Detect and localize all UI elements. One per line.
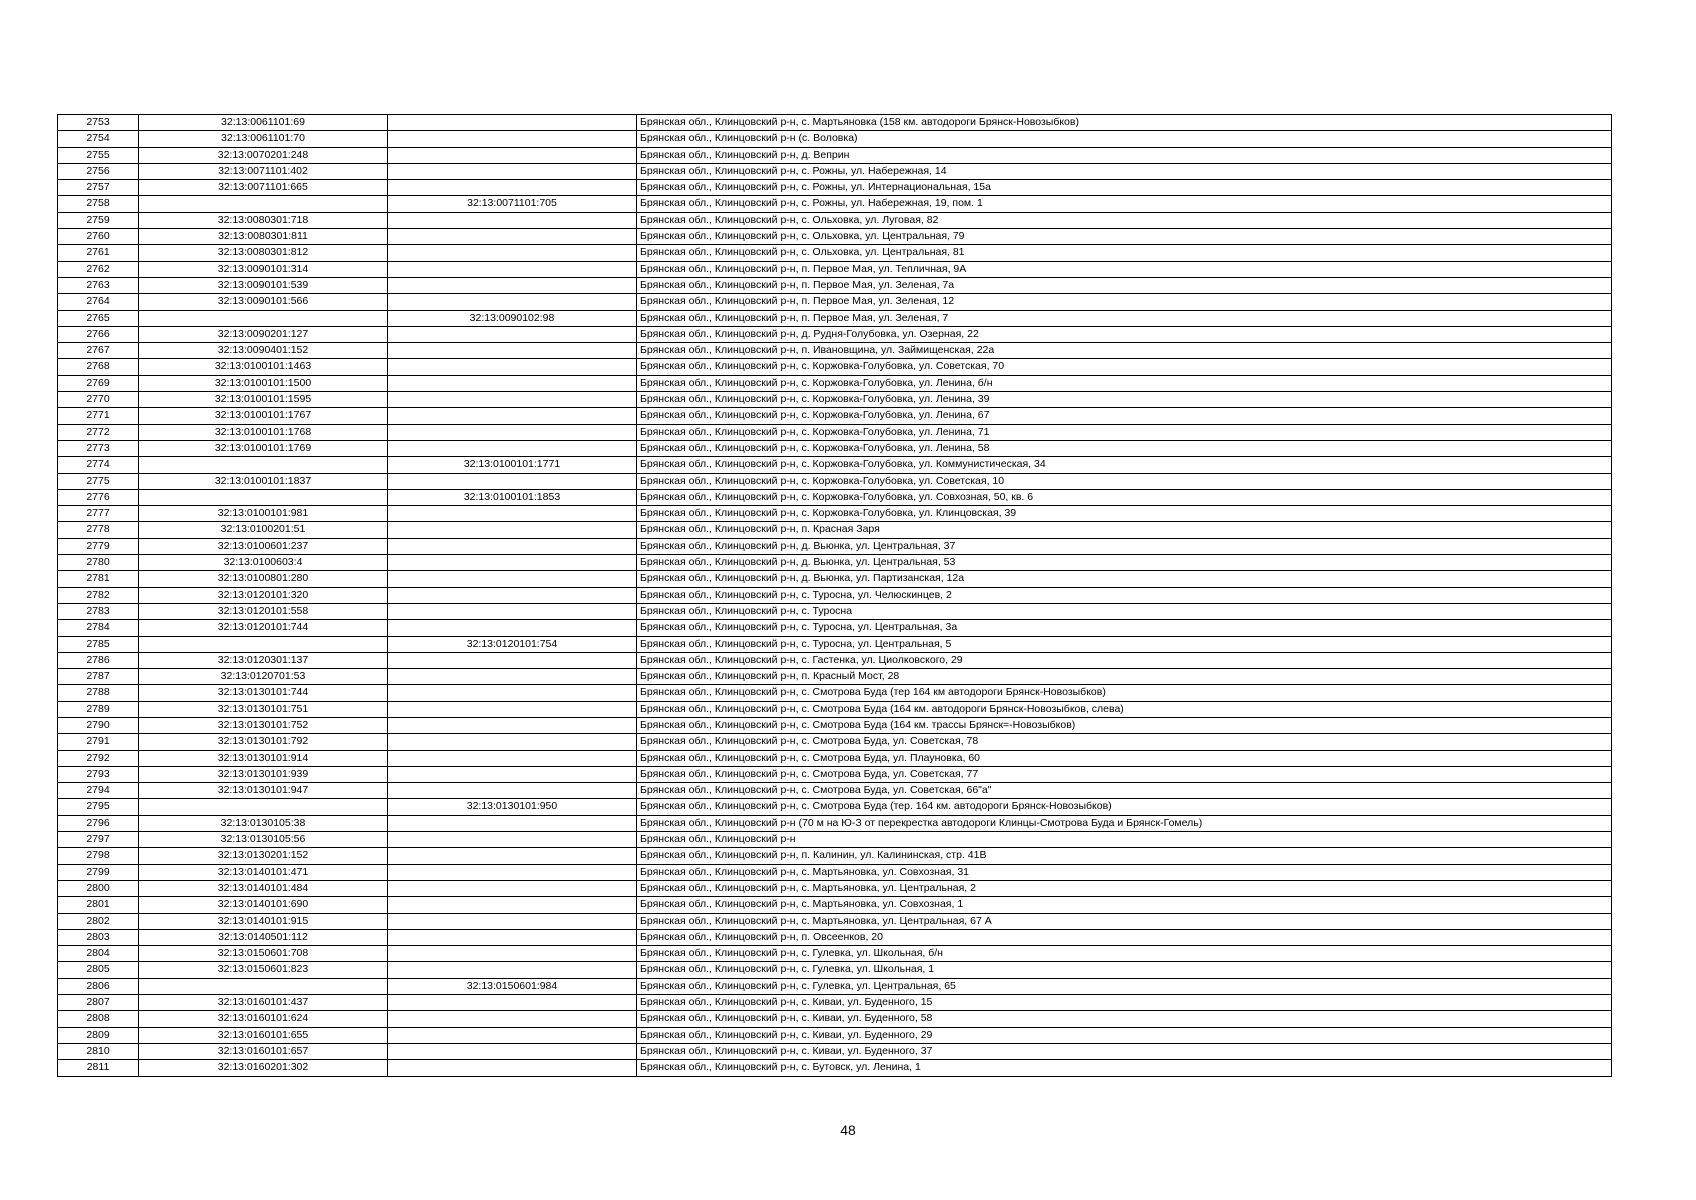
table-row xyxy=(58,115,1612,131)
cadastral-number-alt-cell xyxy=(388,1027,637,1043)
cadastral-number-alt-cell xyxy=(388,538,637,554)
cadastral-number-cell: 32:13:0160101:657 xyxy=(139,1043,388,1059)
row-number-cell: 2810 xyxy=(58,1043,139,1059)
address-cell: Брянская обл., Клинцовский р-н, с. Гулевка, ул. Школьная, б/н xyxy=(637,946,1612,962)
row-number-cell: 2804 xyxy=(58,946,139,962)
cadastral-number-cell: 32:13:0120101:744 xyxy=(139,620,388,636)
table-row xyxy=(58,766,1612,782)
address-cell: Брянская обл., Клинцовский р-н, с. Туросна, ул. Центральная, 3а xyxy=(637,620,1612,636)
cadastral-number-alt-cell xyxy=(388,995,637,1011)
row-number-cell: 2808 xyxy=(58,1011,139,1027)
address-cell: Брянская обл., Клинцовский р-н, с. Туросна, ул. Центральная, 5 xyxy=(637,636,1612,652)
cadastral-number-cell: 32:13:0090101:566 xyxy=(139,294,388,310)
cadastral-number-alt-cell xyxy=(388,1011,637,1027)
address-cell: Брянская обл., Клинцовский р-н, с. Киваи, ул. Буденного, 58 xyxy=(637,1011,1612,1027)
address-cell: Брянская обл., Клинцовский р-н, с. Смотрова Буда (тер. 164 км. автодороги Брянск-Новозыбков) xyxy=(637,799,1612,815)
address-cell: Брянская обл., Клинцовский р-н, с. Рожны, ул. Набережная, 19, пом. 1 xyxy=(637,196,1612,212)
address-cell: Брянская обл., Клинцовский р-н, с. Гулевка, ул. Школьная, 1 xyxy=(637,962,1612,978)
cadastral-number-cell: 32:13:0140101:471 xyxy=(139,864,388,880)
cadastral-number-alt-cell xyxy=(388,864,637,880)
address-cell: Брянская обл., Клинцовский р-н, с. Коржовка-Голубовка, ул. Ленина, 58 xyxy=(637,440,1612,456)
cadastral-number-cell: 32:13:0130101:939 xyxy=(139,766,388,782)
address-cell: Брянская обл., Клинцовский р-н, с. Смотрова Буда (тер 164 км автодороги Брянск-Новозыбков) xyxy=(637,685,1612,701)
cadastral-number-alt-cell xyxy=(388,929,637,945)
table-row xyxy=(58,1011,1612,1027)
cadastral-number-cell: 32:13:0071101:402 xyxy=(139,163,388,179)
address-cell: Брянская обл., Клинцовский р-н, с. Коржовка-Голубовка, ул. Советская, 70 xyxy=(637,359,1612,375)
row-number-cell: 2783 xyxy=(58,603,139,619)
cadastral-number-cell: 32:13:0130101:752 xyxy=(139,717,388,733)
address-cell: Брянская обл., Клинцовский р-н, с. Коржовка-Голубовка, ул. Ленина, б/н xyxy=(637,375,1612,391)
address-cell: Брянская обл., Клинцовский р-н, с. Ольховка, ул. Центральная, 81 xyxy=(637,245,1612,261)
table-row xyxy=(58,392,1612,408)
cadastral-number-cell: 32:13:0100101:1595 xyxy=(139,392,388,408)
property-table xyxy=(57,114,1612,1077)
table-row xyxy=(58,522,1612,538)
address-cell: Брянская обл., Клинцовский р-н, с. Мартьяновка, ул. Центральная, 2 xyxy=(637,880,1612,896)
row-number-cell: 2773 xyxy=(58,440,139,456)
row-number-cell: 2761 xyxy=(58,245,139,261)
row-number-cell: 2803 xyxy=(58,929,139,945)
cadastral-number-cell: 32:13:0100101:1463 xyxy=(139,359,388,375)
row-number-cell: 2756 xyxy=(58,163,139,179)
cadastral-number-alt-cell xyxy=(388,229,637,245)
row-number-cell: 2799 xyxy=(58,864,139,880)
address-cell: Брянская обл., Клинцовский р-н, с. Ольховка, ул. Центральная, 79 xyxy=(637,229,1612,245)
cadastral-number-alt-cell xyxy=(388,717,637,733)
cadastral-number-cell xyxy=(139,310,388,326)
cadastral-number-cell: 32:13:0071101:665 xyxy=(139,180,388,196)
row-number-cell: 2798 xyxy=(58,848,139,864)
row-number-cell: 2785 xyxy=(58,636,139,652)
address-cell: Брянская обл., Клинцовский р-н, с. Киваи, ул. Буденного, 15 xyxy=(637,995,1612,1011)
table-row xyxy=(58,1043,1612,1059)
table-row xyxy=(58,489,1612,505)
cadastral-number-alt-cell xyxy=(388,506,637,522)
cadastral-number-cell: 32:13:0061101:70 xyxy=(139,131,388,147)
cadastral-number-cell: 32:13:0080301:812 xyxy=(139,245,388,261)
table-row xyxy=(58,555,1612,571)
table-row xyxy=(58,734,1612,750)
row-number-cell: 2794 xyxy=(58,783,139,799)
cadastral-number-alt-cell: 32:13:0120101:754 xyxy=(388,636,637,652)
cadastral-number-alt-cell xyxy=(388,832,637,848)
table-row xyxy=(58,408,1612,424)
row-number-cell: 2791 xyxy=(58,734,139,750)
row-number-cell: 2777 xyxy=(58,506,139,522)
cadastral-number-alt-cell xyxy=(388,669,637,685)
table-row xyxy=(58,815,1612,831)
address-cell: Брянская обл., Клинцовский р-н (70 м на Ю-З от перекрестка автодороги Клинцы-Смотрова Буда и Брянск-Гомель) xyxy=(637,815,1612,831)
cadastral-number-cell: 32:13:0100101:1768 xyxy=(139,424,388,440)
address-cell: Брянская обл., Клинцовский р-н, с. Гулевка, ул. Центральная, 65 xyxy=(637,978,1612,994)
row-number-cell: 2775 xyxy=(58,473,139,489)
table-row xyxy=(58,261,1612,277)
table-row xyxy=(58,571,1612,587)
cadastral-number-alt-cell xyxy=(388,359,637,375)
cadastral-number-alt-cell xyxy=(388,571,637,587)
table-row xyxy=(58,326,1612,342)
address-cell: Брянская обл., Клинцовский р-н, с. Смотрова Буда, ул. Плауновка, 60 xyxy=(637,750,1612,766)
address-cell: Брянская обл., Клинцовский р-н, с. Смотрова Буда, ул. Советская, 77 xyxy=(637,766,1612,782)
cadastral-number-alt-cell xyxy=(388,212,637,228)
table-row xyxy=(58,995,1612,1011)
address-cell: Брянская обл., Клинцовский р-н, с. Смотрова Буда, ул. Советская, 78 xyxy=(637,734,1612,750)
row-number-cell: 2774 xyxy=(58,457,139,473)
cadastral-number-alt-cell xyxy=(388,913,637,929)
table-row xyxy=(58,717,1612,733)
row-number-cell: 2760 xyxy=(58,229,139,245)
cadastral-number-alt-cell xyxy=(388,1043,637,1059)
cadastral-number-cell: 32:13:0100801:280 xyxy=(139,571,388,587)
table-row xyxy=(58,163,1612,179)
table-row xyxy=(58,440,1612,456)
table-row xyxy=(58,783,1612,799)
cadastral-number-cell: 32:13:0100601:237 xyxy=(139,538,388,554)
cadastral-number-cell: 32:13:0160101:437 xyxy=(139,995,388,1011)
page-number: 48 xyxy=(840,1122,856,1138)
table-row xyxy=(58,294,1612,310)
address-cell: Брянская обл., Клинцовский р-н, с. Киваи, ул. Буденного, 29 xyxy=(637,1027,1612,1043)
address-cell: Брянская обл., Клинцовский р-н xyxy=(637,832,1612,848)
table-row xyxy=(58,832,1612,848)
address-cell: Брянская обл., Клинцовский р-н, п. Красная Заря xyxy=(637,522,1612,538)
row-number-cell: 2766 xyxy=(58,326,139,342)
table-row xyxy=(58,864,1612,880)
table-row xyxy=(58,229,1612,245)
cadastral-number-alt-cell: 32:13:0130101:950 xyxy=(388,799,637,815)
row-number-cell: 2753 xyxy=(58,115,139,131)
address-cell: Брянская обл., Клинцовский р-н, с. Мартьяновка, ул. Совхозная, 1 xyxy=(637,897,1612,913)
cadastral-number-alt-cell xyxy=(388,424,637,440)
table-row xyxy=(58,913,1612,929)
table-row xyxy=(58,701,1612,717)
row-number-cell: 2778 xyxy=(58,522,139,538)
table-row xyxy=(58,343,1612,359)
cadastral-number-alt-cell xyxy=(388,343,637,359)
row-number-cell: 2759 xyxy=(58,212,139,228)
row-number-cell: 2811 xyxy=(58,1060,139,1076)
address-cell: Брянская обл., Клинцовский р-н, с. Коржовка-Голубовка, ул. Ленина, 39 xyxy=(637,392,1612,408)
cadastral-number-alt-cell xyxy=(388,815,637,831)
row-number-cell: 2781 xyxy=(58,571,139,587)
table-row xyxy=(58,946,1612,962)
cadastral-number-cell xyxy=(139,636,388,652)
table-row xyxy=(58,131,1612,147)
cadastral-number-cell xyxy=(139,196,388,212)
cadastral-number-cell: 32:13:0061101:69 xyxy=(139,115,388,131)
row-number-cell: 2788 xyxy=(58,685,139,701)
cadastral-number-cell: 32:13:0090101:314 xyxy=(139,261,388,277)
cadastral-number-cell: 32:13:0100101:1769 xyxy=(139,440,388,456)
row-number-cell: 2809 xyxy=(58,1027,139,1043)
address-cell: Брянская обл., Клинцовский р-н, с. Смотрова Буда (164 км. трассы Брянск=-Новозыбков) xyxy=(637,717,1612,733)
table-row xyxy=(58,196,1612,212)
address-cell: Брянская обл., Клинцовский р-н, с. Коржовка-Голубовка, ул. Совхозная, 50, кв. 6 xyxy=(637,489,1612,505)
address-cell: Брянская обл., Клинцовский р-н, д. Рудня-Голубовка, ул. Озерная, 22 xyxy=(637,326,1612,342)
cadastral-number-alt-cell xyxy=(388,848,637,864)
row-number-cell: 2762 xyxy=(58,261,139,277)
cadastral-number-cell: 32:13:0130105:38 xyxy=(139,815,388,831)
cadastral-number-alt-cell xyxy=(388,131,637,147)
row-number-cell: 2772 xyxy=(58,424,139,440)
row-number-cell: 2795 xyxy=(58,799,139,815)
address-cell: Брянская обл., Клинцовский р-н, с. Коржовка-Голубовка, ул. Ленина, 67 xyxy=(637,408,1612,424)
cadastral-number-alt-cell xyxy=(388,408,637,424)
row-number-cell: 2754 xyxy=(58,131,139,147)
address-cell: Брянская обл., Клинцовский р-н, д. Веприн xyxy=(637,147,1612,163)
table-row xyxy=(58,212,1612,228)
row-number-cell: 2768 xyxy=(58,359,139,375)
row-number-cell: 2767 xyxy=(58,343,139,359)
address-cell: Брянская обл., Клинцовский р-н, с. Коржовка-Голубовка, ул. Советская, 10 xyxy=(637,473,1612,489)
row-number-cell: 2793 xyxy=(58,766,139,782)
address-cell: Брянская обл., Клинцовский р-н, п. Калинин, ул. Калининская, стр. 41В xyxy=(637,848,1612,864)
cadastral-number-cell: 32:13:0090201:127 xyxy=(139,326,388,342)
cadastral-number-cell: 32:13:0090101:539 xyxy=(139,277,388,293)
row-number-cell: 2789 xyxy=(58,701,139,717)
cadastral-number-cell xyxy=(139,978,388,994)
cadastral-number-cell: 32:13:0130101:744 xyxy=(139,685,388,701)
cadastral-number-cell: 32:13:0120101:558 xyxy=(139,603,388,619)
cadastral-number-alt-cell xyxy=(388,766,637,782)
address-cell: Брянская обл., Клинцовский р-н, с. Киваи, ул. Буденного, 37 xyxy=(637,1043,1612,1059)
cadastral-number-cell: 32:13:0120101:320 xyxy=(139,587,388,603)
cadastral-number-alt-cell xyxy=(388,652,637,668)
cadastral-number-cell: 32:13:0150601:823 xyxy=(139,962,388,978)
cadastral-number-alt-cell: 32:13:0090102:98 xyxy=(388,310,637,326)
cadastral-number-alt-cell xyxy=(388,326,637,342)
table-row xyxy=(58,538,1612,554)
row-number-cell: 2786 xyxy=(58,652,139,668)
table-row xyxy=(58,685,1612,701)
table-row xyxy=(58,750,1612,766)
cadastral-number-alt-cell xyxy=(388,115,637,131)
table-row xyxy=(58,506,1612,522)
cadastral-number-alt-cell xyxy=(388,147,637,163)
cadastral-number-cell: 32:13:0120301:137 xyxy=(139,652,388,668)
address-cell: Брянская обл., Клинцовский р-н, с. Мартьяновка, ул. Центральная, 67 А xyxy=(637,913,1612,929)
row-number-cell: 2764 xyxy=(58,294,139,310)
row-number-cell: 2763 xyxy=(58,277,139,293)
row-number-cell: 2755 xyxy=(58,147,139,163)
address-cell: Брянская обл., Клинцовский р-н, п. Первое Мая, ул. Зеленая, 7 xyxy=(637,310,1612,326)
cadastral-number-alt-cell xyxy=(388,245,637,261)
address-cell: Брянская обл., Клинцовский р-н, с. Мартьяновка, ул. Совхозная, 31 xyxy=(637,864,1612,880)
cadastral-number-cell: 32:13:0130101:751 xyxy=(139,701,388,717)
table-row xyxy=(58,848,1612,864)
address-cell: Брянская обл., Клинцовский р-н (с. Воловка) xyxy=(637,131,1612,147)
table-row xyxy=(58,310,1612,326)
table-row xyxy=(58,180,1612,196)
address-cell: Брянская обл., Клинцовский р-н, с. Коржовка-Голубовка, ул. Клинцовская, 39 xyxy=(637,506,1612,522)
row-number-cell: 2780 xyxy=(58,555,139,571)
table-row xyxy=(58,978,1612,994)
table-row xyxy=(58,799,1612,815)
row-number-cell: 2805 xyxy=(58,962,139,978)
table-row xyxy=(58,962,1612,978)
cadastral-number-alt-cell xyxy=(388,522,637,538)
address-cell: Брянская обл., Клинцовский р-н, п. Первое Мая, ул. Зеленая, 12 xyxy=(637,294,1612,310)
row-number-cell: 2757 xyxy=(58,180,139,196)
cadastral-number-alt-cell: 32:13:0100101:1853 xyxy=(388,489,637,505)
address-cell: Брянская обл., Клинцовский р-н, с. Коржовка-Голубовка, ул. Коммунистическая, 34 xyxy=(637,457,1612,473)
cadastral-number-alt-cell xyxy=(388,603,637,619)
cadastral-number-cell: 32:13:0160101:624 xyxy=(139,1011,388,1027)
cadastral-number-alt-cell: 32:13:0150601:984 xyxy=(388,978,637,994)
cadastral-number-cell: 32:13:0130201:152 xyxy=(139,848,388,864)
address-cell: Брянская обл., Клинцовский р-н, с. Коржовка-Голубовка, ул. Ленина, 71 xyxy=(637,424,1612,440)
cadastral-number-alt-cell xyxy=(388,375,637,391)
table-row xyxy=(58,359,1612,375)
row-number-cell: 2770 xyxy=(58,392,139,408)
cadastral-number-alt-cell xyxy=(388,473,637,489)
row-number-cell: 2784 xyxy=(58,620,139,636)
row-number-cell: 2771 xyxy=(58,408,139,424)
cadastral-number-alt-cell: 32:13:0100101:1771 xyxy=(388,457,637,473)
cadastral-number-alt-cell xyxy=(388,294,637,310)
cadastral-number-alt-cell xyxy=(388,946,637,962)
address-cell: Брянская обл., Клинцовский р-н, с. Туросна, ул. Челюскинцев, 2 xyxy=(637,587,1612,603)
cadastral-number-alt-cell xyxy=(388,1060,637,1076)
table-row xyxy=(58,636,1612,652)
table-row xyxy=(58,603,1612,619)
cadastral-number-cell: 32:13:0140101:915 xyxy=(139,913,388,929)
row-number-cell: 2807 xyxy=(58,995,139,1011)
address-cell: Брянская обл., Клинцовский р-н, д. Вьюнка, ул. Партизанская, 12а xyxy=(637,571,1612,587)
cadastral-number-alt-cell xyxy=(388,277,637,293)
cadastral-number-cell: 32:13:0160201:302 xyxy=(139,1060,388,1076)
table-row xyxy=(58,424,1612,440)
row-number-cell: 2801 xyxy=(58,897,139,913)
cadastral-number-alt-cell xyxy=(388,440,637,456)
cadastral-number-alt-cell xyxy=(388,897,637,913)
cadastral-number-cell: 32:13:0070201:248 xyxy=(139,147,388,163)
table-row xyxy=(58,245,1612,261)
cadastral-number-cell: 32:13:0160101:655 xyxy=(139,1027,388,1043)
cadastral-number-cell: 32:13:0090401:152 xyxy=(139,343,388,359)
row-number-cell: 2787 xyxy=(58,669,139,685)
address-cell: Брянская обл., Клинцовский р-н, с. Ольховка, ул. Луговая, 82 xyxy=(637,212,1612,228)
table-row xyxy=(58,375,1612,391)
table-body xyxy=(58,115,1612,1077)
address-cell: Брянская обл., Клинцовский р-н, п. Ивановщина, ул. Займищенская, 22а xyxy=(637,343,1612,359)
cadastral-number-cell xyxy=(139,489,388,505)
cadastral-number-alt-cell xyxy=(388,163,637,179)
table-row xyxy=(58,277,1612,293)
cadastral-number-cell: 32:13:0140101:484 xyxy=(139,880,388,896)
cadastral-number-alt-cell: 32:13:0071101:705 xyxy=(388,196,637,212)
table-row xyxy=(58,880,1612,896)
cadastral-number-alt-cell xyxy=(388,620,637,636)
table-row xyxy=(58,1027,1612,1043)
cadastral-number-alt-cell xyxy=(388,587,637,603)
table-row xyxy=(58,1060,1612,1076)
table-row xyxy=(58,620,1612,636)
cadastral-number-cell xyxy=(139,799,388,815)
row-number-cell: 2790 xyxy=(58,717,139,733)
cadastral-number-cell xyxy=(139,457,388,473)
row-number-cell: 2806 xyxy=(58,978,139,994)
address-cell: Брянская обл., Клинцовский р-н, с. Смотрова Буда (164 км. автодороги Брянск-Новозыбков, слева) xyxy=(637,701,1612,717)
cadastral-number-alt-cell xyxy=(388,734,637,750)
row-number-cell: 2782 xyxy=(58,587,139,603)
row-number-cell: 2797 xyxy=(58,832,139,848)
address-cell: Брянская обл., Клинцовский р-н, д. Вьюнка, ул. Центральная, 53 xyxy=(637,555,1612,571)
row-number-cell: 2776 xyxy=(58,489,139,505)
table-row xyxy=(58,587,1612,603)
row-number-cell: 2758 xyxy=(58,196,139,212)
cadastral-number-cell: 32:13:0100101:1837 xyxy=(139,473,388,489)
cadastral-number-cell: 32:13:0080301:811 xyxy=(139,229,388,245)
address-cell: Брянская обл., Клинцовский р-н, с. Гастенка, ул. Циолковского, 29 xyxy=(637,652,1612,668)
cadastral-number-cell: 32:13:0130101:792 xyxy=(139,734,388,750)
cadastral-number-cell: 32:13:0080301:718 xyxy=(139,212,388,228)
address-cell: Брянская обл., Клинцовский р-н, с. Смотрова Буда, ул. Советская, 66"а" xyxy=(637,783,1612,799)
cadastral-number-cell: 32:13:0130101:914 xyxy=(139,750,388,766)
cadastral-number-cell: 32:13:0130101:947 xyxy=(139,783,388,799)
table-row xyxy=(58,929,1612,945)
address-cell: Брянская обл., Клинцовский р-н, п. Первое Мая, ул. Тепличная, 9А xyxy=(637,261,1612,277)
cadastral-number-cell: 32:13:0140501:112 xyxy=(139,929,388,945)
table-row xyxy=(58,473,1612,489)
row-number-cell: 2765 xyxy=(58,310,139,326)
cadastral-number-alt-cell xyxy=(388,701,637,717)
cadastral-number-cell: 32:13:0100101:1500 xyxy=(139,375,388,391)
table-row xyxy=(58,457,1612,473)
cadastral-number-cell: 32:13:0100603:4 xyxy=(139,555,388,571)
table-row xyxy=(58,147,1612,163)
row-number-cell: 2779 xyxy=(58,538,139,554)
cadastral-number-cell: 32:13:0140101:690 xyxy=(139,897,388,913)
cadastral-number-alt-cell xyxy=(388,555,637,571)
cadastral-number-cell: 32:13:0100101:1767 xyxy=(139,408,388,424)
row-number-cell: 2796 xyxy=(58,815,139,831)
table-row xyxy=(58,652,1612,668)
cadastral-number-alt-cell xyxy=(388,261,637,277)
address-cell: Брянская обл., Клинцовский р-н, с. Рожны, ул. Интернациональная, 15а xyxy=(637,180,1612,196)
cadastral-number-cell: 32:13:0130105:56 xyxy=(139,832,388,848)
cadastral-number-cell: 32:13:0120701:53 xyxy=(139,669,388,685)
cadastral-number-cell: 32:13:0150601:708 xyxy=(139,946,388,962)
row-number-cell: 2792 xyxy=(58,750,139,766)
cadastral-number-alt-cell xyxy=(388,750,637,766)
cadastral-number-alt-cell xyxy=(388,783,637,799)
cadastral-number-alt-cell xyxy=(388,962,637,978)
address-cell: Брянская обл., Клинцовский р-н, п. Первое Мая, ул. Зеленая, 7а xyxy=(637,277,1612,293)
address-cell: Брянская обл., Клинцовский р-н, с. Бутовск, ул. Ленина, 1 xyxy=(637,1060,1612,1076)
row-number-cell: 2802 xyxy=(58,913,139,929)
address-cell: Брянская обл., Клинцовский р-н, с. Мартьяновка (158 км. автодороги Брянск-Новозыбков) xyxy=(637,115,1612,131)
address-cell: Брянская обл., Клинцовский р-н, п. Овсеенков, 20 xyxy=(637,929,1612,945)
table-row xyxy=(58,669,1612,685)
cadastral-number-cell: 32:13:0100101:981 xyxy=(139,506,388,522)
address-cell: Брянская обл., Клинцовский р-н, п. Красный Мост, 28 xyxy=(637,669,1612,685)
cadastral-number-cell: 32:13:0100201:51 xyxy=(139,522,388,538)
row-number-cell: 2800 xyxy=(58,880,139,896)
row-number-cell: 2769 xyxy=(58,375,139,391)
cadastral-number-alt-cell xyxy=(388,685,637,701)
address-cell: Брянская обл., Клинцовский р-н, с. Рожны, ул. Набережная, 14 xyxy=(637,163,1612,179)
table-row xyxy=(58,897,1612,913)
cadastral-number-alt-cell xyxy=(388,180,637,196)
address-cell: Брянская обл., Клинцовский р-н, с. Туросна xyxy=(637,603,1612,619)
cadastral-number-alt-cell xyxy=(388,880,637,896)
address-cell: Брянская обл., Клинцовский р-н, д. Вьюнка, ул. Центральная, 37 xyxy=(637,538,1612,554)
cadastral-number-alt-cell xyxy=(388,392,637,408)
